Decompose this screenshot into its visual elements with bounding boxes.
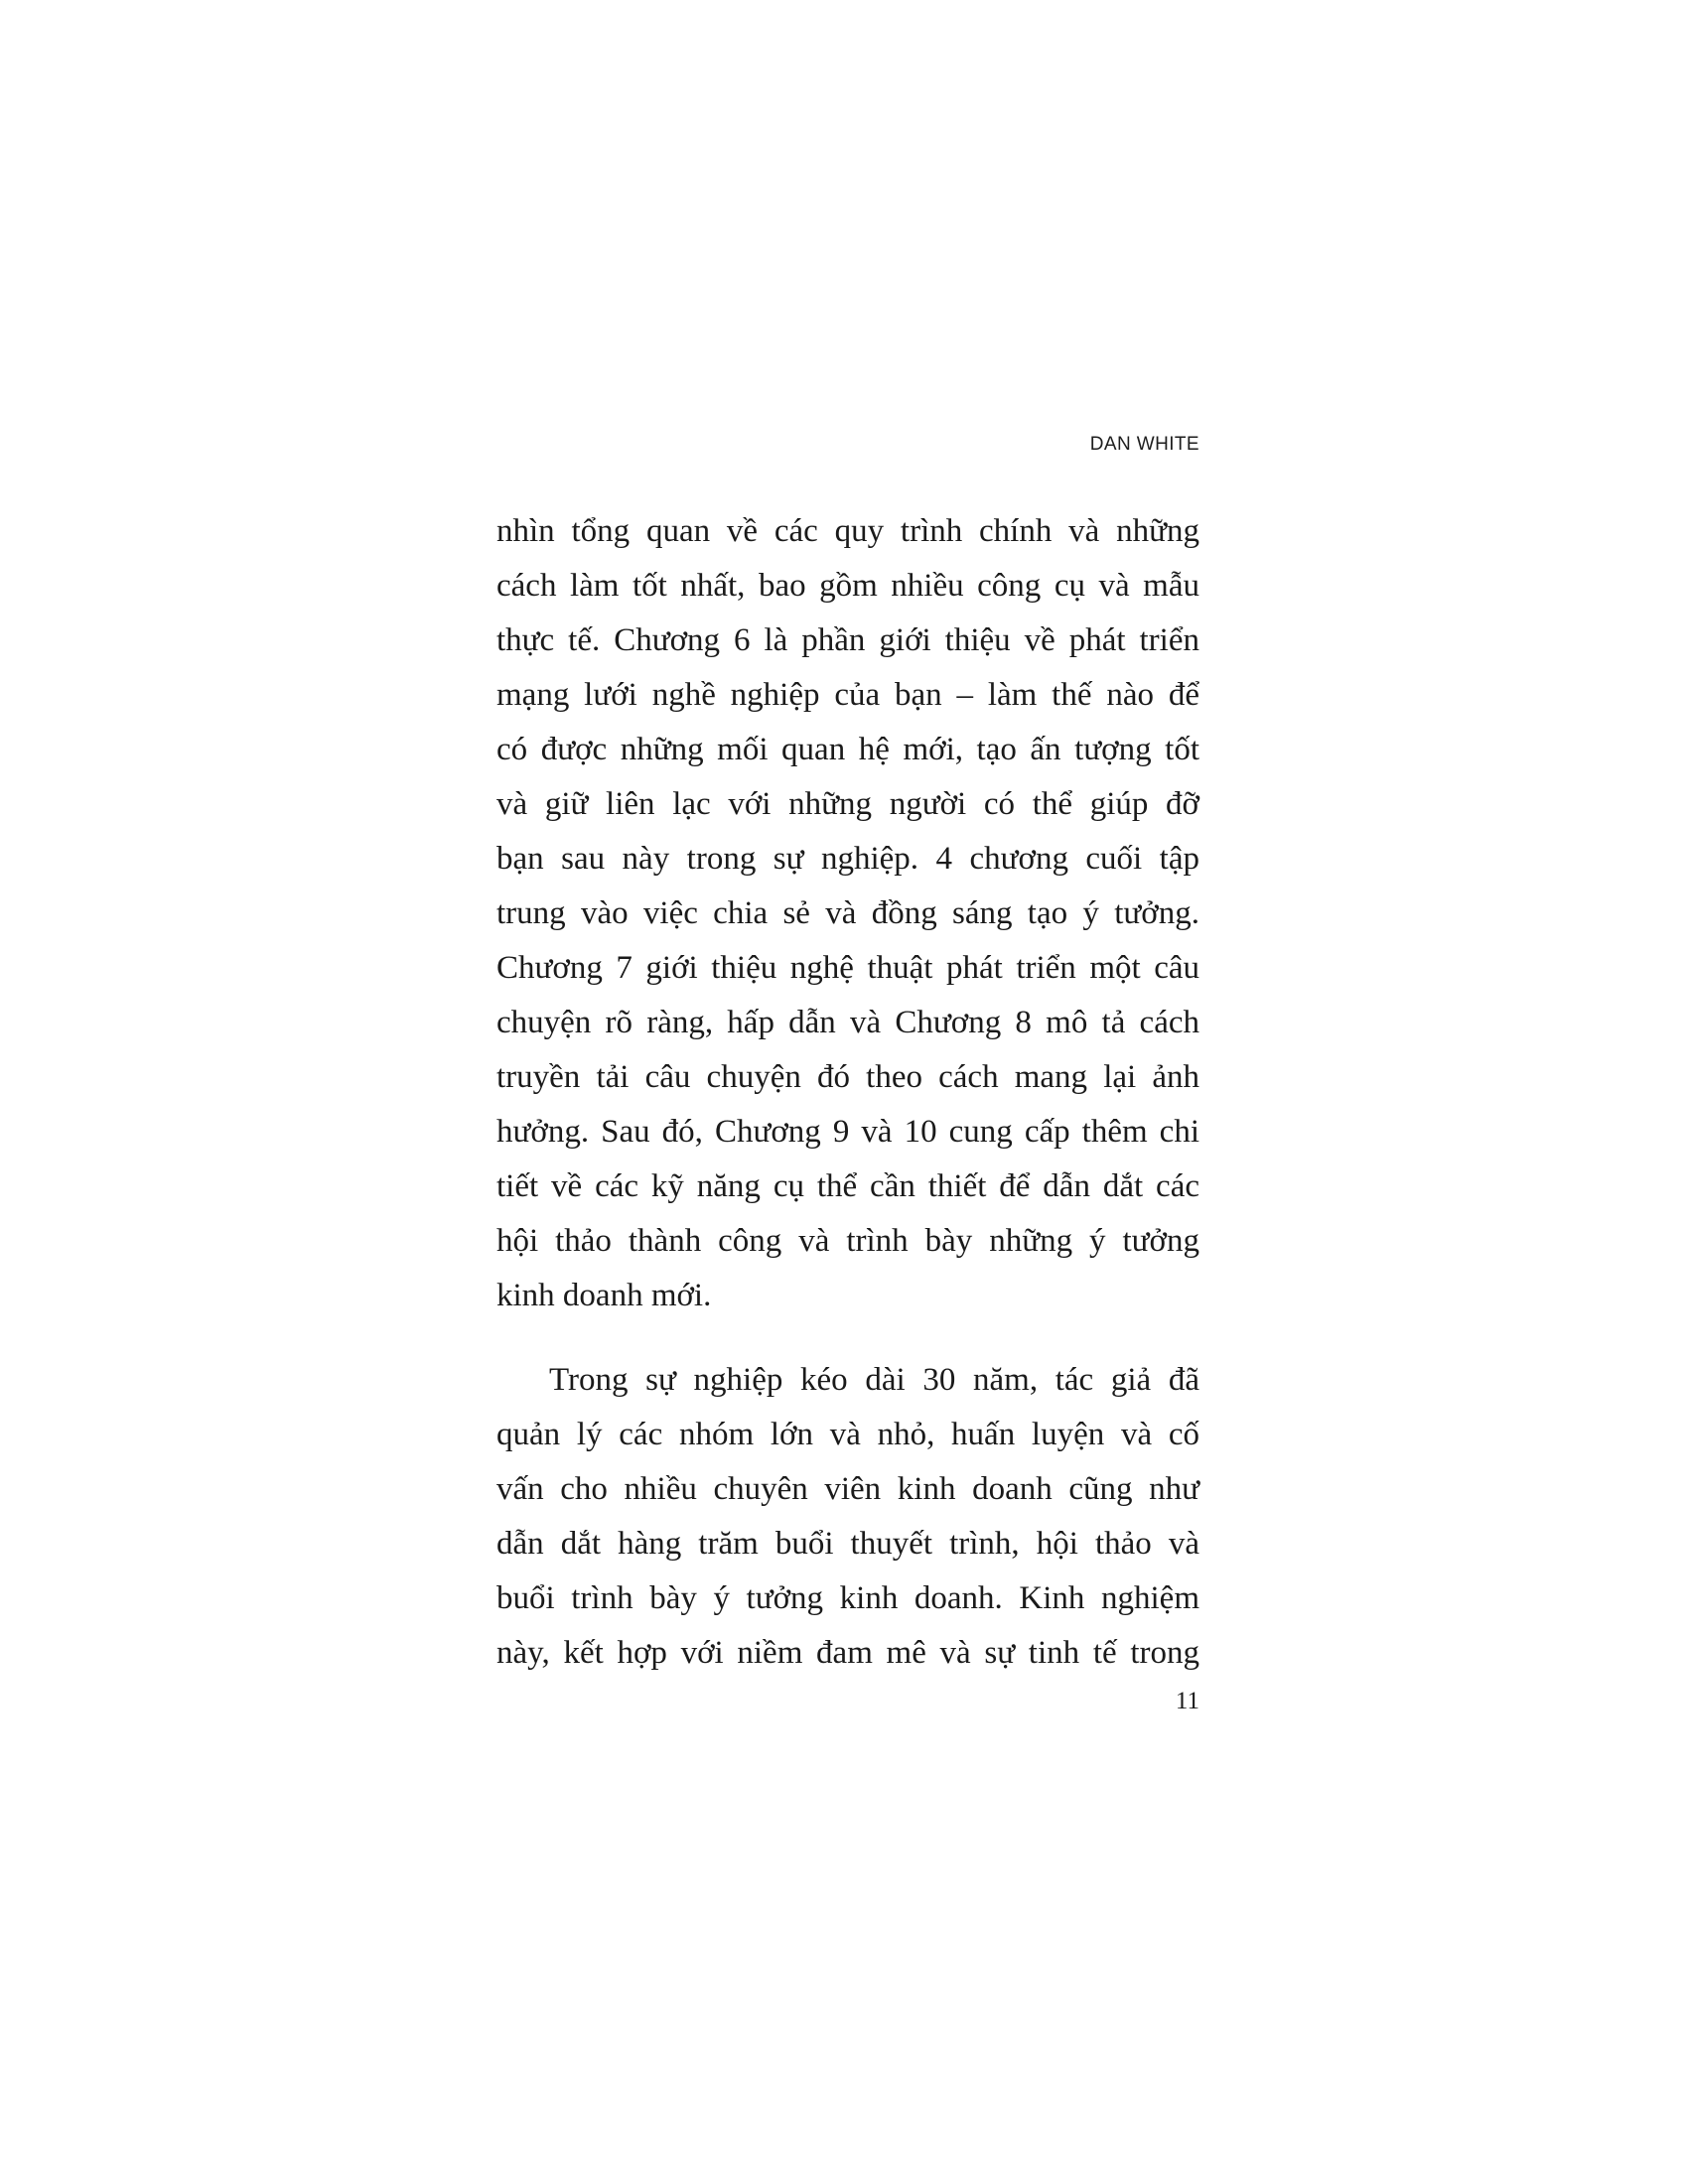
text-line: tiết về các kỹ năng cụ thể cần thiết để dẫn dắt các	[496, 1168, 1199, 1204]
text-line: chuyện rõ ràng, hấp dẫn và Chương 8 mô tả cách	[496, 1005, 1199, 1040]
paragraph-1	[496, 504, 1199, 1323]
text-line: và giữ liên lạc với những người có thể giúp đỡ	[496, 786, 1199, 822]
text-line: vấn cho nhiều chuyên viên kinh doanh cũng như	[496, 1471, 1199, 1507]
page-number: 11	[1175, 1688, 1199, 1714]
text-line: hội thảo thành công và trình bày những ý tưởng	[496, 1223, 1199, 1259]
text-line: truyền tải câu chuyện đó theo cách mang lại ảnh	[496, 1059, 1199, 1095]
body-text	[496, 504, 1199, 1681]
text-line: thực tế. Chương 6 là phần giới thiệu về phát triển	[496, 622, 1199, 658]
running-head: DAN WHITE	[1089, 434, 1199, 455]
text-line: cách làm tốt nhất, bao gồm nhiều công cụ và mẫu	[496, 568, 1199, 604]
text-line: có được những mối quan hệ mới, tạo ấn tượng tốt	[496, 732, 1199, 767]
text-line: mạng lưới nghề nghiệp của bạn – làm thế nào để	[496, 677, 1199, 713]
text-line: Chương 7 giới thiệu nghệ thuật phát triển một câu	[496, 950, 1199, 986]
text-line: này, kết hợp với niềm đam mê và sự tinh tế trong	[496, 1635, 1199, 1671]
text-line: bạn sau này trong sự nghiệp. 4 chương cuối tập	[496, 841, 1199, 877]
text-line: Trong sự nghiệp kéo dài 30 năm, tác giả đã	[549, 1362, 1199, 1398]
text-line: nhìn tổng quan về các quy trình chính và những	[496, 513, 1199, 549]
text-line: hưởng. Sau đó, Chương 9 và 10 cung cấp thêm chi	[496, 1114, 1199, 1150]
text-line: trung vào việc chia sẻ và đồng sáng tạo ý tưởng.	[496, 895, 1199, 931]
text-line: kinh doanh mới.	[496, 1278, 712, 1313]
paragraph-2	[496, 1353, 1199, 1681]
text-line: quản lý các nhóm lớn và nhỏ, huấn luyện và cố	[496, 1417, 1199, 1452]
text-line: dẫn dắt hàng trăm buổi thuyết trình, hội thảo và	[496, 1526, 1199, 1562]
text-line: buổi trình bày ý tưởng kinh doanh. Kinh nghiệm	[496, 1580, 1199, 1616]
